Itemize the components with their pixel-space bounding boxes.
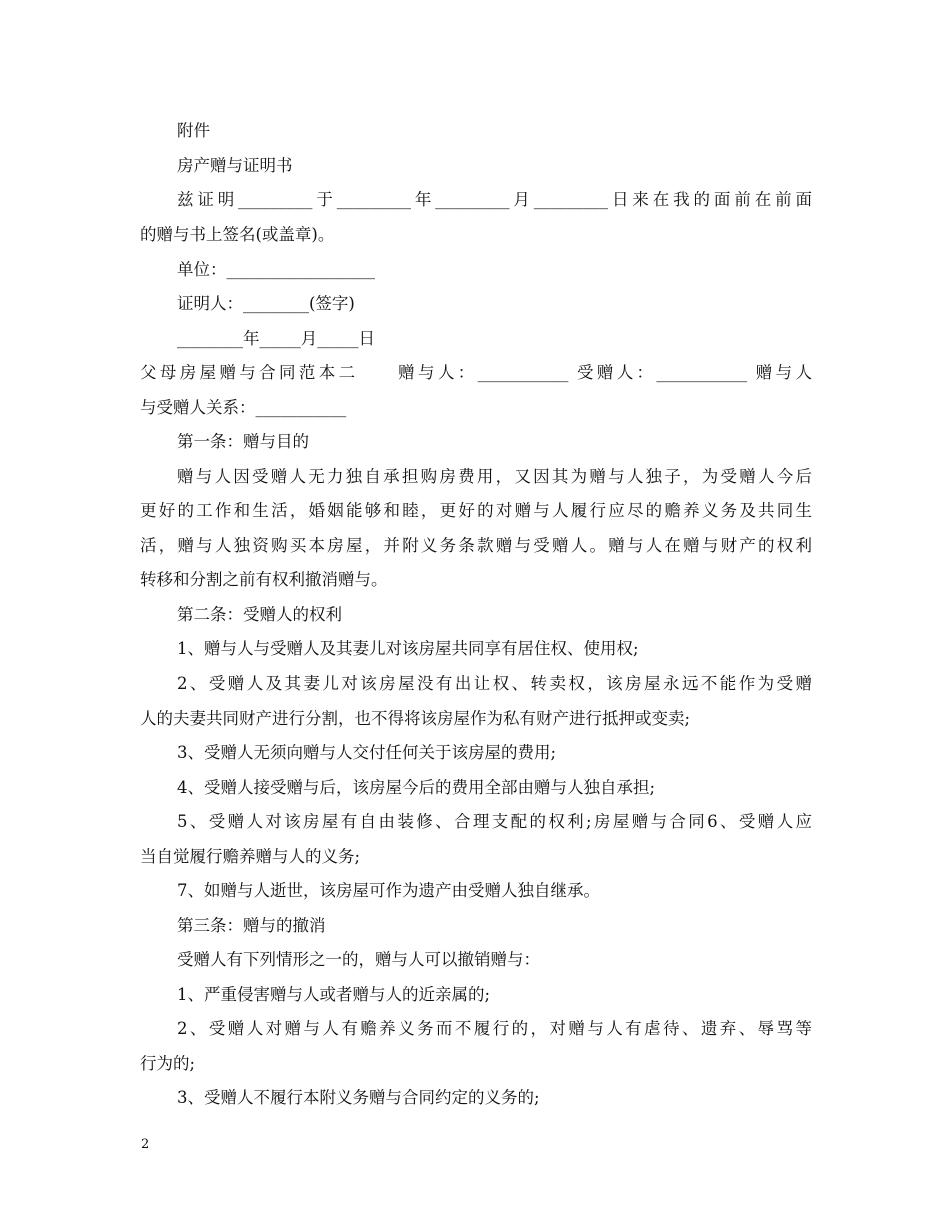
list-item: 7、如赠与人逝世，该房屋可作为遗产由受赠人独自继承。 [177, 881, 600, 900]
attachment-label: 附件 [177, 121, 210, 140]
list-item-continued: 当自觉履行赡养赠与人的义务; [140, 847, 361, 866]
article-heading: 第一条：赠与目的 [177, 432, 309, 451]
paragraph-line: 兹证明_________于_________年_________月_________日来在我的面前在前面 [177, 190, 812, 209]
list-item: 4、受赠人接受赠与后，该房屋今后的费用全部由赠与人独自承担; [177, 778, 656, 797]
paragraph-line: 转移和分割之前有权利撤消赠与。 [140, 570, 388, 589]
relationship-field: 与受赠人关系：___________ [140, 398, 347, 417]
page-number: 2 [141, 1137, 150, 1152]
certificate-title: 房产赠与证明书 [177, 156, 293, 175]
article-heading: 第二条：受赠人的权利 [177, 605, 342, 624]
paragraph-line: 的赠与书上签名(或盖章)。 [140, 225, 335, 244]
paragraph-line: 更好的工作和生活，婚姻能够和睦，更好的对赠与人履行应尽的赡养义务及共同生 [140, 501, 812, 520]
list-item: 1、严重侵害赠与人或者赠与人的近亲属的; [177, 985, 491, 1004]
list-item: 3、受赠人不履行本附义务赠与合同约定的义务的; [177, 1088, 540, 1107]
list-item: 2、受赠人对赠与人有赡养义务而不履行的，对赠与人有虐待、遗弃、辱骂等 [177, 1019, 812, 1038]
paragraph-line: 赠与人因受赠人无力独自承担购房费用，又因其为赠与人独子，为受赠人今后 [177, 467, 812, 486]
witness-field: 证明人：________(签字) [177, 294, 355, 313]
article-heading: 第三条：赠与的撤消 [177, 916, 326, 935]
paragraph-line: 活，赠与人独资购买本房屋，并附义务条款赠与受赠人。赠与人在赠与财产的权利 [140, 536, 812, 555]
date-field: ________年_____月_____日 [177, 329, 375, 348]
list-item: 3、受赠人无须向赠与人交付任何关于该房屋的费用; [177, 743, 557, 762]
list-item: 1、赠与人与受赠人及其妻儿对该房屋共同享有居住权、使用权; [177, 639, 639, 658]
list-item-continued: 行为的; [140, 1054, 196, 1073]
unit-field: 单位：__________________ [177, 260, 375, 279]
list-item: 2、受赠人及其妻儿对该房屋没有出让权、转卖权，该房屋永远不能作为受赠 [177, 674, 812, 693]
contract-title-line: 父母房屋赠与合同范本二 赠与人：___________ 受赠人：___________ 赠与人 [140, 363, 812, 382]
paragraph-line: 受赠人有下列情形之一的，赠与人可以撤销赠与： [177, 950, 540, 969]
list-item-continued: 人的夫妻共同财产进行分割，也不得将该房屋作为私有财产进行抵押或变卖; [140, 709, 691, 728]
list-item: 5、受赠人对该房屋有自由装修、合理支配的权利;房屋赠与合同6、受赠人应 [177, 812, 812, 831]
